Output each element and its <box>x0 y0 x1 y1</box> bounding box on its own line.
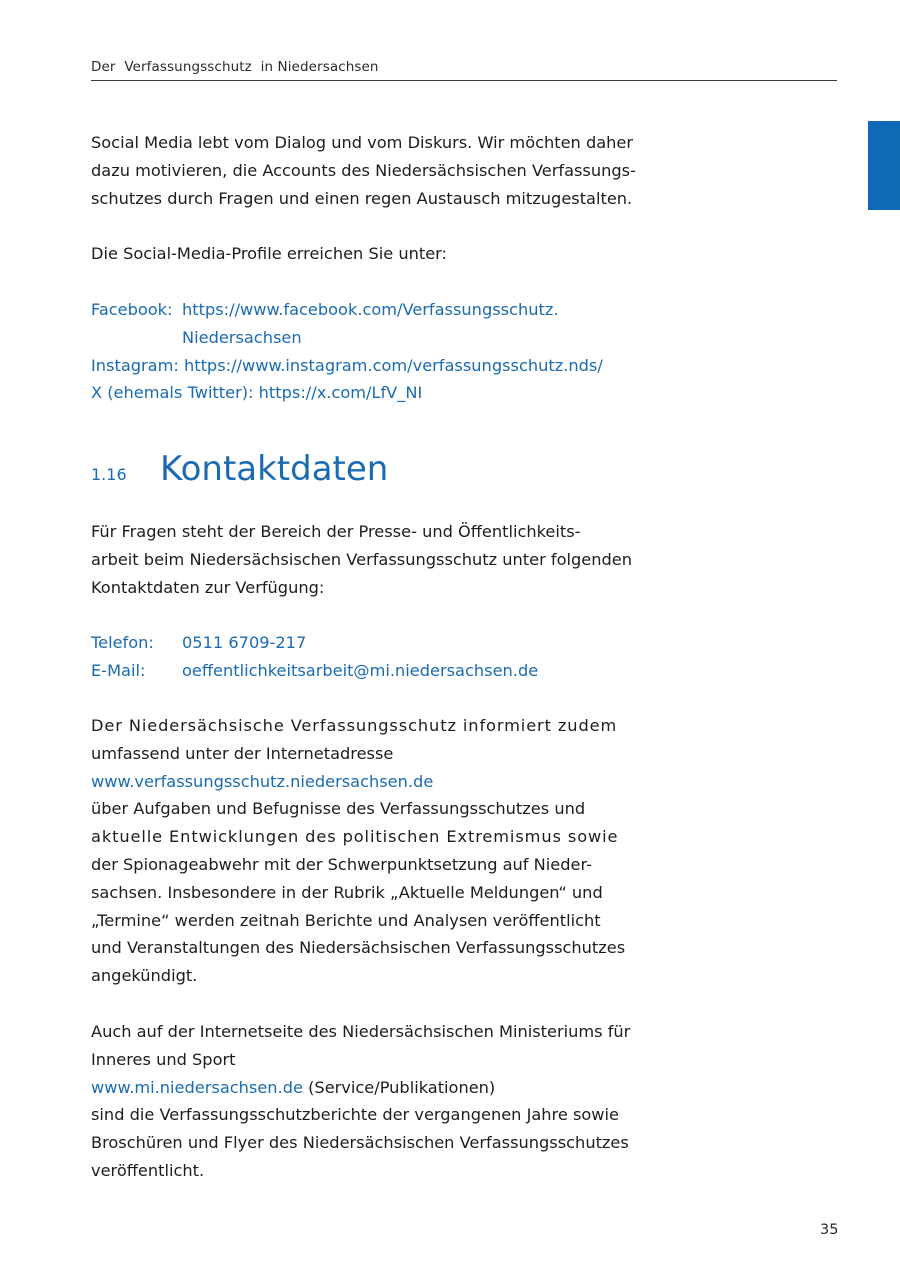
chapter-marker-tab <box>868 121 900 210</box>
info-line: umfassend unter der Internetadresse <box>91 743 394 763</box>
intro-line: schutzes durch Fragen und einen regen Austausch mitzugestalten. <box>91 188 633 208</box>
ministry-body-line: Broschüren und Flyer des Niedersächsischen Verfassungsschutzes <box>91 1133 629 1153</box>
phone-number[interactable]: 0511 6709-217 <box>182 633 307 652</box>
contact-details <box>91 629 691 685</box>
x-label: X (ehemals Twitter): <box>91 383 254 403</box>
info-body-line: über Aufgaben und Befugnisse des Verfassungsschutzes und <box>91 799 586 819</box>
contact-intro-line: Für Fragen steht der Bereich der Presse- und Öffentlichkeits- <box>91 522 581 541</box>
info-paragraph <box>91 712 645 990</box>
section-title: Kontaktdaten <box>160 449 389 489</box>
verfassungsschutz-website-link[interactable]: www.verfassungsschutz.niedersachsen.de <box>91 771 434 791</box>
facebook-link-continued[interactable]: Niedersachsen <box>182 327 302 347</box>
ministry-url-suffix: (Service/Publikationen) <box>302 1077 496 1097</box>
ministry-website-link[interactable]: www.mi.niedersachsen.de <box>91 1077 303 1097</box>
email-label: E-Mail: <box>91 660 146 680</box>
section-heading <box>91 449 388 489</box>
running-header: Der Verfassungsschutz in Niedersachsen <box>91 59 379 75</box>
contact-intro-line: arbeit beim Niedersächsischen Verfassungsschutz unter folgenden <box>91 549 632 569</box>
facebook-link[interactable]: https://www.facebook.com/Verfassungsschutz. <box>182 300 559 319</box>
info-body-line: angekündigt. <box>91 966 198 986</box>
ministry-paragraph <box>91 1018 645 1185</box>
ministry-body-line: veröffentlicht. <box>91 1160 205 1180</box>
ministry-line: Auch auf der Internetseite des Niedersächsischen Ministeriums für <box>91 1022 631 1041</box>
instagram-label: Instagram: <box>91 355 179 375</box>
intro-paragraph <box>91 129 645 212</box>
page-number: 35 <box>820 1222 839 1238</box>
header-divider <box>91 80 837 81</box>
intro-line: Social Media lebt vom Dialog und vom Diskurs. Wir möchten daher <box>91 133 634 152</box>
social-links <box>91 296 691 407</box>
info-body-line: der Spionageabwehr mit der Schwerpunktsetzung auf Nieder- <box>91 854 592 874</box>
intro-line: dazu motivieren, die Accounts des Niedersächsischen Verfassungs- <box>91 160 636 180</box>
info-body-line: aktuelle Entwicklungen des politischen Extremismus sowie <box>91 827 619 847</box>
info-line: Der Niedersächsische Verfassungsschutz informiert zudem <box>91 716 618 735</box>
ministry-body-line: sind die Verfassungsschutzberichte der vergangenen Jahre sowie <box>91 1105 619 1125</box>
info-body-line: „Termine“ werden zeitnah Berichte und Analysen veröffentlicht <box>91 910 601 930</box>
info-body-line: sachsen. Insbesondere in der Rubrik „Aktuelle Meldungen“ und <box>91 882 603 902</box>
email-link[interactable]: oeffentlichkeitsarbeit@mi.niedersachsen.de <box>182 660 539 680</box>
instagram-link[interactable]: https://www.instagram.com/verfassungsschutz.nds/ <box>183 355 603 375</box>
phone-label: Telefon: <box>91 633 154 652</box>
ministry-line: Inneres und Sport <box>91 1049 236 1069</box>
contact-intro-paragraph <box>91 518 645 601</box>
info-body-line: und Veranstaltungen des Niedersächsischen Verfassungsschutzes <box>91 938 626 958</box>
profiles-lead: Die Social-Media-Profile erreichen Sie unter: <box>91 244 447 263</box>
facebook-label: Facebook: <box>91 300 173 319</box>
contact-intro-line: Kontaktdaten zur Verfügung: <box>91 577 325 597</box>
x-link[interactable]: https://x.com/LfV_NI <box>258 383 423 403</box>
section-number: 1.16 <box>91 465 127 484</box>
